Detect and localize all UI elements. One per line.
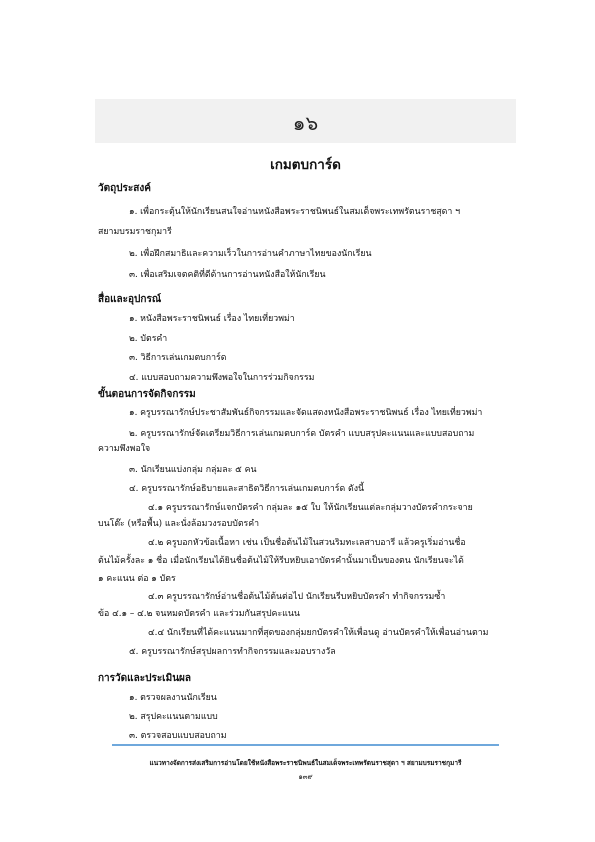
objective-line: สยามบรมราชกุมารี	[98, 227, 172, 237]
evaluation-line: ๓. ตรวจสอบแบบสอบถาม	[129, 731, 227, 741]
step-line: ๕. ครูบรรณารักษ์สรุปผลการทำกิจกรรมและมอบรางวัล	[129, 647, 336, 657]
step-line: ๔.๓ ครูบรรณารักษ์อ่านชื่อต้นไม้ต้นต่อไป นักเรียนรีบหยิบบัตรคำ ทำกิจกรรมซ้ำ	[148, 592, 446, 602]
step-line: ๔.๔ นักเรียนที่ได้คะแนนมากที่สุดของกลุ่มยกบัตรคำให้เพื่อนดู อ่านบัตรคำให้เพื่อนอ่านตาม	[148, 628, 489, 638]
objective-line: ๑. เพื่อกระตุ้นให้นักเรียนสนใจอ่านหนังสือพระราชนิพนธ์ในสมเด็จพระเทพรัตนราชสุดา ฯ	[129, 207, 461, 217]
material-line: ๓. วิธีการเล่นเกมตบการ์ด	[129, 353, 227, 363]
step-line: ความพึงพอใจ	[98, 444, 151, 454]
material-line: ๑. หนังสือพระราชนิพนธ์ เรื่อง ไทยเที่ยวพม่า	[129, 314, 295, 324]
step-line: ๓. นักเรียนแบ่งกลุ่ม กลุ่มละ ๕ คน	[129, 465, 257, 475]
step-line: ๔.๒ ครูบอกหัวข้อเนื้อหา เช่น เป็นชื่อต้นไม้ในสวนริมทะเลสาบอารี แล้วครูเริ่มอ่านชื่อ	[148, 538, 466, 548]
evaluation-line: ๒. สรุปคะแนนตามแบบ	[129, 712, 218, 722]
evaluation-line: ๑. ตรวจผลงานนักเรียน	[129, 693, 217, 703]
section-heading-steps: ขั้นตอนการจัดกิจกรรม	[98, 389, 196, 400]
objective-line: ๒. เพื่อฝึกสมาธิและความเร็วในการอ่านคำภาษาไทยของนักเรียน	[129, 249, 372, 259]
page-number: ๑๓๙	[298, 773, 313, 781]
step-line: ๑ คะแนน ต่อ ๑ บัตร	[98, 574, 176, 584]
material-line: ๒. บัตรคำ	[129, 334, 168, 344]
step-line: บนโต๊ะ (หรือพื้น) และนั่งล้อมวงรอบบัตรคำ	[98, 519, 260, 529]
step-line: ๒. ครูบรรณารักษ์จัดเตรียมวิธีการเล่นเกมตบการ์ด บัตรคำ แบบสรุปคะแนนและแบบสอบถาม	[129, 429, 475, 439]
step-line: ๔.๑ ครูบรรณารักษ์แจกบัตรคำ กลุ่มละ ๑๕ ใบ ให้นักเรียนแต่ละกลุ่มวางบัตรคำกระจาย	[148, 503, 473, 513]
step-line: ต้นไม้ครั้งละ ๑ ชื่อ เมื่อนักเรียนได้ยินชื่อต้นไม้ให้รีบหยิบเอาบัตรคำนั้นมาเป็นของตน นักเรียนจะได้	[98, 556, 464, 566]
objective-line: ๓. เพื่อเสริมเจตคติที่ดีด้านการอ่านหนังสือให้นักเรียน	[129, 270, 326, 280]
section-heading-materials: สื่อและอุปกรณ์	[98, 294, 162, 305]
chapter-number: ๑๖	[292, 111, 319, 135]
page-title: เกมตบการ์ด	[270, 157, 341, 173]
step-line: ๔. ครูบรรณารักษ์อธิบายและสาธิตวิธีการเล่นเกมตบการ์ด ดังนี้	[129, 484, 365, 494]
section-heading-evaluation: การวัดและประเมินผล	[98, 673, 192, 684]
step-line: ข้อ ๔.๑ – ๔.๒ จนหมดบัตรคำ และร่วมกันสรุปคะแนน	[98, 609, 300, 619]
material-line: ๔. แบบสอบถามความพึงพอใจในการร่วมกิจกรรม	[129, 373, 315, 383]
footer-rule	[112, 744, 499, 746]
section-heading-objectives: วัตถุประสงค์	[98, 183, 151, 194]
footer-text: แนวทางจัดการส่งเสริมการอ่านโดยใช้หนังสือพระราชนิพนธ์ในสมเด็จพระเทพรัตนราชสุดา ฯ สยามบรมราชกุมารี	[149, 759, 462, 767]
step-line: ๑. ครูบรรณารักษ์ประชาสัมพันธ์กิจกรรมและจัดแสดงหนังสือพระราชนิพนธ์ เรื่อง ไทยเที่ยวพม่า	[129, 408, 483, 418]
